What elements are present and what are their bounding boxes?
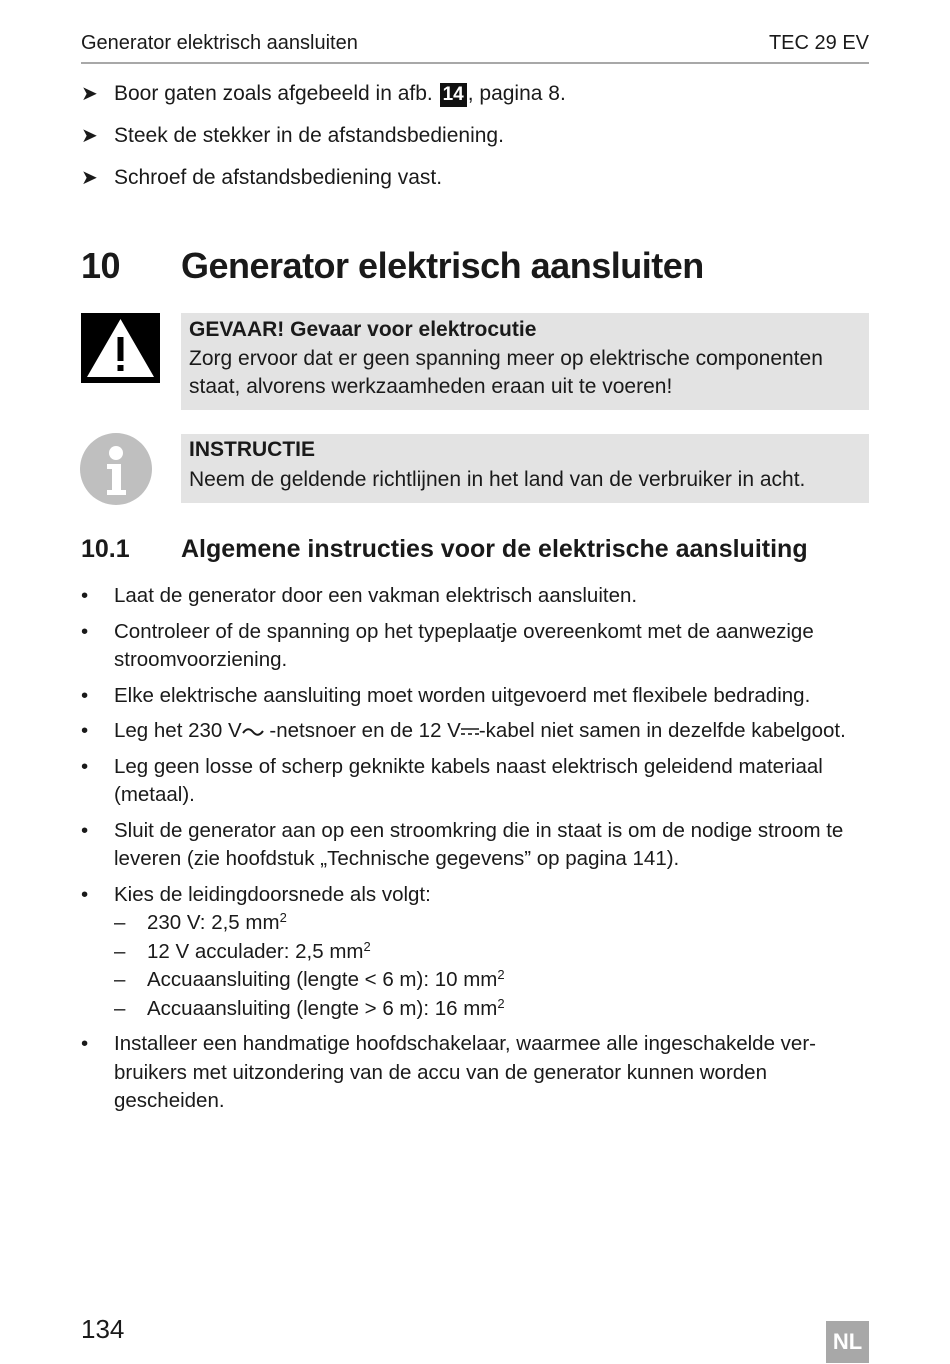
step-3 bbox=[81, 164, 442, 192]
header-model: TEC 29 EV bbox=[768, 32, 869, 54]
sub-list-item: – 12 V acculader: 2,5 $mm^2$ bbox=[114, 938, 881, 967]
list-item: • Elke elektrische aansluiting moet worden uitgevoerd met flexibele bedrading. bbox=[81, 682, 881, 711]
bullet: • bbox=[81, 1032, 89, 1055]
bullet: • bbox=[81, 818, 89, 842]
page-header bbox=[81, 30, 869, 64]
warning-triangle-icon bbox=[81, 313, 160, 383]
step-text: Steek de stekker in de afstandsbediening. bbox=[114, 124, 504, 147]
ac-symbol-icon bbox=[242, 726, 264, 738]
step-text: Schroef de afstandsbediening vast. bbox=[114, 166, 443, 189]
step-2 bbox=[81, 122, 504, 150]
subsection-heading bbox=[81, 535, 808, 564]
step-text-after: , pagina 8. bbox=[467, 82, 566, 105]
section-title: Generator elektrisch aansluiten bbox=[181, 245, 704, 286]
step-text: Boor gaten zoals afgebeeld in afb. bbox=[114, 82, 433, 105]
subsection-number: 10.1 bbox=[81, 535, 130, 563]
sub-list-item: – 230 V: 2,5 $mm^2$ bbox=[114, 909, 881, 938]
dash: – bbox=[114, 996, 126, 1020]
language-badge: NL bbox=[826, 1321, 869, 1363]
arrow-icon: ➤ bbox=[81, 167, 98, 189]
sub-list-item: – Accuaansluiting (lengte > 6 m): 16 $mm^2$ bbox=[114, 995, 881, 1024]
bullet: • bbox=[81, 584, 89, 607]
page-number: 134 bbox=[81, 1314, 125, 1344]
list-item: • Laat de generator door een vakman elektrisch aansluiten. bbox=[81, 582, 881, 611]
arrow-icon: ➤ bbox=[81, 83, 98, 105]
danger-title: GEVAAR! Gevaar voor elektrocutie bbox=[189, 318, 537, 341]
list-item: • Leg geen losse of scherp geknikte kabels naast elektrisch geleidend materiaal (metaal). bbox=[81, 754, 823, 806]
list-item: • Controleer of de spanning op het typeplaatje overeenkomt met de aanwezige stroomvoorziening. bbox=[81, 619, 814, 671]
instruction-notice bbox=[181, 434, 869, 503]
subsection-title: Algemene instructies voor de elektrische aansluiting bbox=[181, 535, 808, 563]
list-item: • Sluit de generator aan op een stroomkring die in staat is om de nodige stroom te leveren (zie hoofdstuk „Technische gegevens” op pagina 141). bbox=[81, 818, 844, 870]
bullet: • bbox=[81, 882, 89, 906]
bullet: • bbox=[81, 719, 89, 742]
list-item: • Kies de leidingdoorsnede als volgt: – 230 V: 2,5 $mm^2$ – 12 V acculader: 2,5 $mm^2$ – Accuaansluiting (lengte < 6 m): 10 $mm^2$ – Accuaansluiting (lengte > 6 m): 16 $mm^2$ bbox=[81, 881, 881, 1024]
figure-reference: 14 bbox=[440, 83, 467, 107]
bullet: • bbox=[81, 683, 89, 707]
sub-list-item: – Accuaansluiting (lengte < 6 m): 10 $mm^2$ bbox=[114, 966, 881, 995]
dash: – bbox=[114, 968, 126, 991]
info-icon bbox=[80, 433, 152, 505]
dc-symbol-icon bbox=[461, 726, 479, 738]
step-1 bbox=[81, 80, 566, 108]
list-item: • Leg het 230 V -netsnoer en de 12 V -kabel niet samen in dezelfde kabelgoot. bbox=[81, 717, 881, 746]
section-number: 10 bbox=[81, 245, 121, 286]
danger-body: Zorg ervoor dat er geen spanning meer op elektrische componenten staat, alvorens werkzaamheden eraan uit te voeren! bbox=[189, 347, 823, 398]
danger-notice bbox=[181, 313, 869, 410]
instruction-body: Neem de geldende richtlijnen in het land van de verbruiker in acht. bbox=[189, 468, 806, 491]
header-chapter-title: Generator elektrisch aansluiten bbox=[81, 32, 358, 54]
list-item: • Installeer een handmatige hoofdschakelaar, waarmee alle ingeschakelde ver-bruikers met uitzondering van de accu van de generator kunnen worden gescheiden. bbox=[81, 1032, 816, 1112]
instruction-list bbox=[81, 582, 881, 1123]
section-heading bbox=[81, 245, 704, 287]
arrow-icon: ➤ bbox=[81, 125, 98, 147]
dash: – bbox=[114, 939, 126, 963]
instruction-title: INSTRUCTIE bbox=[189, 438, 315, 461]
bullet: • bbox=[81, 619, 89, 643]
bullet: • bbox=[81, 754, 89, 778]
dash: – bbox=[114, 911, 126, 934]
